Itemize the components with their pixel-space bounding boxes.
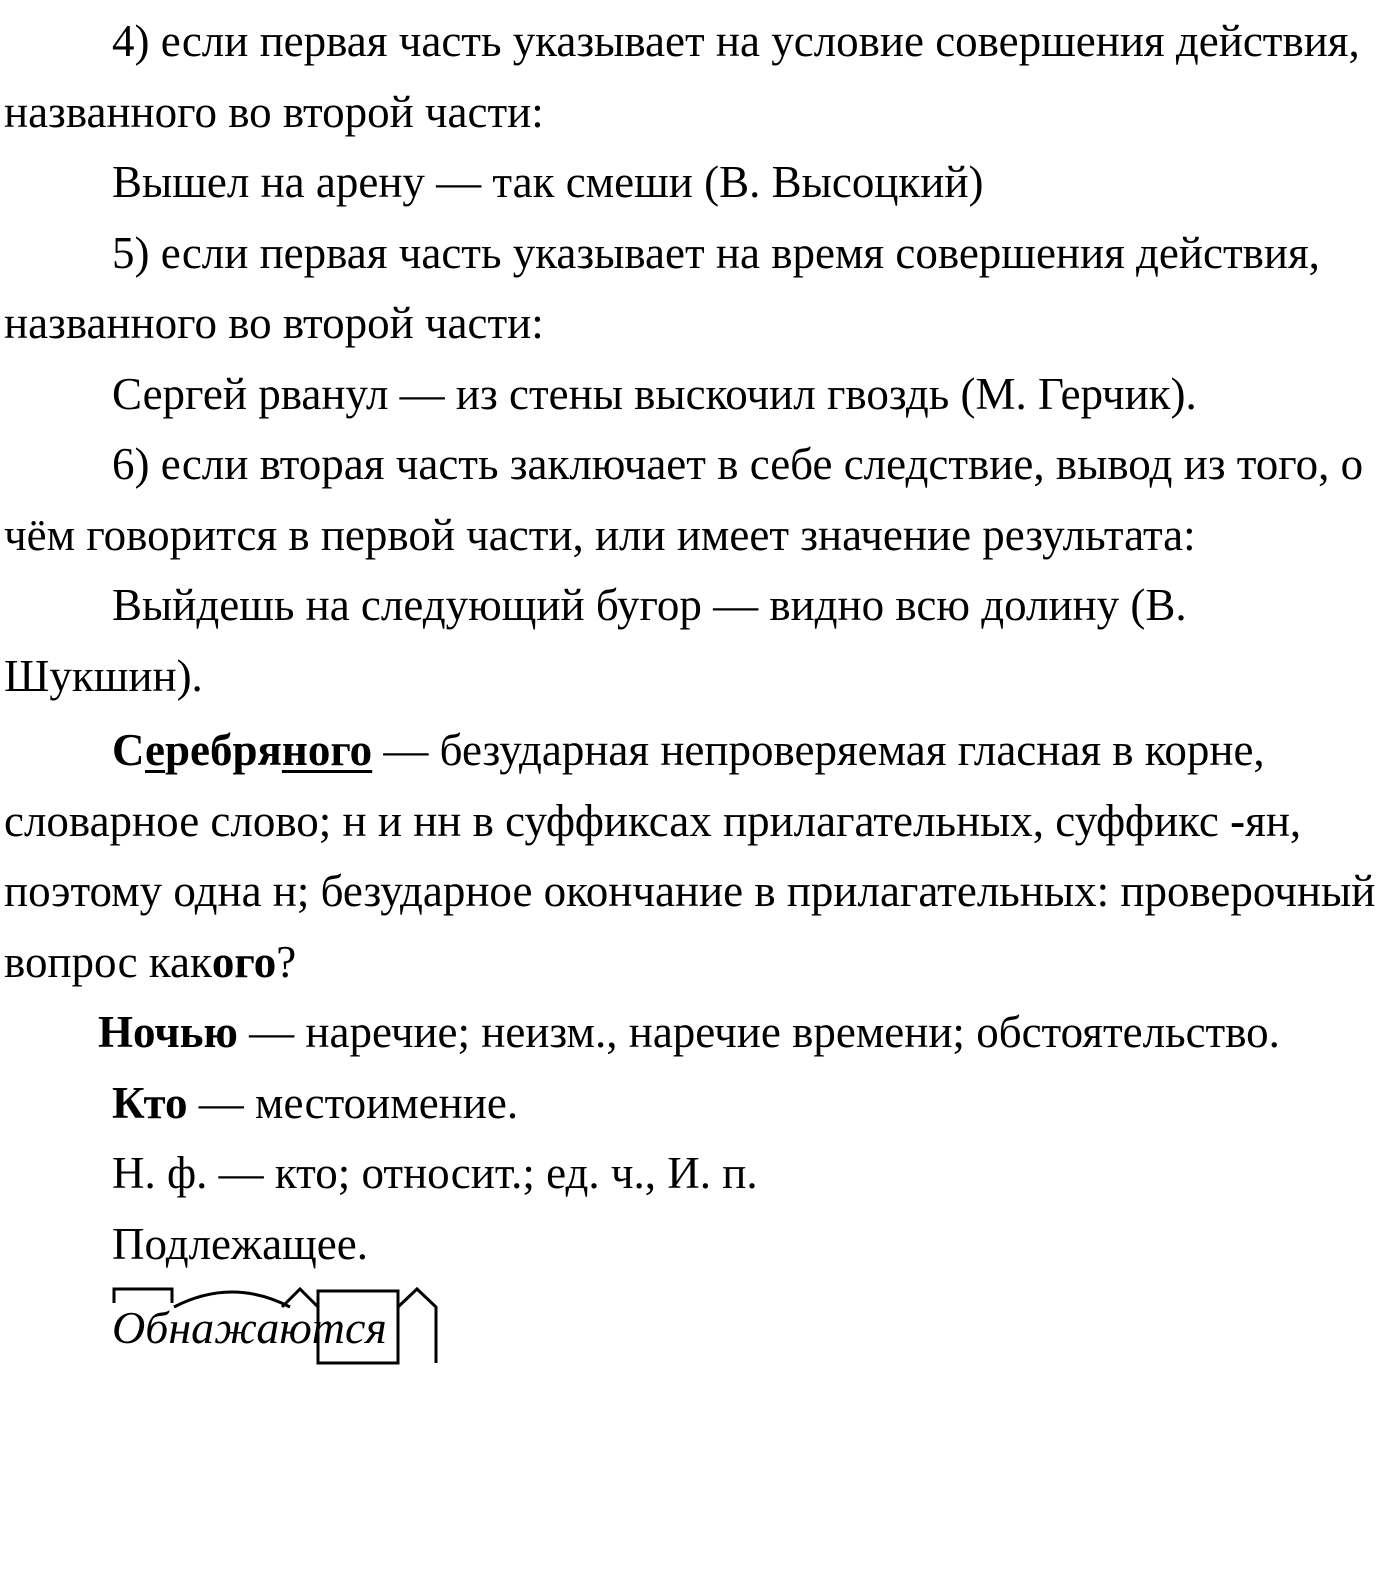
question-mark: ? — [276, 936, 297, 987]
serebryanogo-word — [112, 725, 372, 775]
rule-5-example: Сергей рванул — из стены выскочил гвоздь (М. Герчик). — [112, 368, 1197, 419]
root-arc-icon — [174, 1292, 290, 1307]
serebryanogo-explanation: — безударная непроверяемая гласная в корне, словарное слово; н и нн в суффиксах прилагательных, суффикс — [4, 725, 1265, 846]
bold-ending: ого — [211, 936, 277, 987]
postfix-caret-icon — [398, 1289, 436, 1363]
serebryanogo-explanation-2: ян, поэтому одна н; безударное окончание в прилагательных: проверочный вопрос как — [4, 795, 1376, 987]
kto-syntax-role: Подлежащее. — [112, 1218, 368, 1269]
morphemic-word: Обнажаются — [112, 1302, 387, 1353]
unstressed-vowel: е — [145, 725, 166, 775]
ending-box-icon — [318, 1291, 398, 1363]
rule-6-text: 6) если вторая часть заключает в себе следствие, вывод из того, о чём говорится в первой части, или имеет значение результата: — [4, 439, 1364, 560]
rule-5-text: 5) если первая часть указывает на время совершения действия, названного во второй части: — [4, 227, 1320, 348]
kto-analysis — [4, 1068, 1394, 1139]
kto-initial-form: Н. ф. — кто; относит.; ед. ч., И. п. — [112, 1148, 758, 1198]
rule-4-text: 4) если первая часть указывает на условие совершения действия, названного во второй части: — [4, 16, 1360, 137]
word-letter: С — [112, 725, 146, 775]
nochyu-explanation: — наречие; неизм., наречие времени; обстоятельство. — [237, 1007, 1280, 1057]
morpheme-marks — [112, 1287, 452, 1377]
suffix-dash: - — [1230, 795, 1246, 846]
underlined-ending: ного — [281, 725, 373, 775]
morphemic-analysis — [112, 1287, 442, 1367]
rule-4-example: Вышел на арену — так смеши (В. Высоцкий) — [112, 157, 984, 207]
rule-6-example: Выйдешь на следующий бугор — видно всю долину (В. Шукшин). — [4, 580, 1187, 701]
serebryanogo-analysis — [4, 715, 1394, 997]
prefix-bracket-icon — [114, 1289, 172, 1303]
nochyu-analysis — [4, 997, 1394, 1068]
kto-explanation: — местоимение. — [187, 1077, 519, 1128]
nochyu-word: Ночью — [98, 1007, 238, 1057]
document-page — [4, 6, 1394, 1367]
kto-word: Кто — [112, 1077, 188, 1128]
word-part: ребря — [165, 725, 282, 775]
